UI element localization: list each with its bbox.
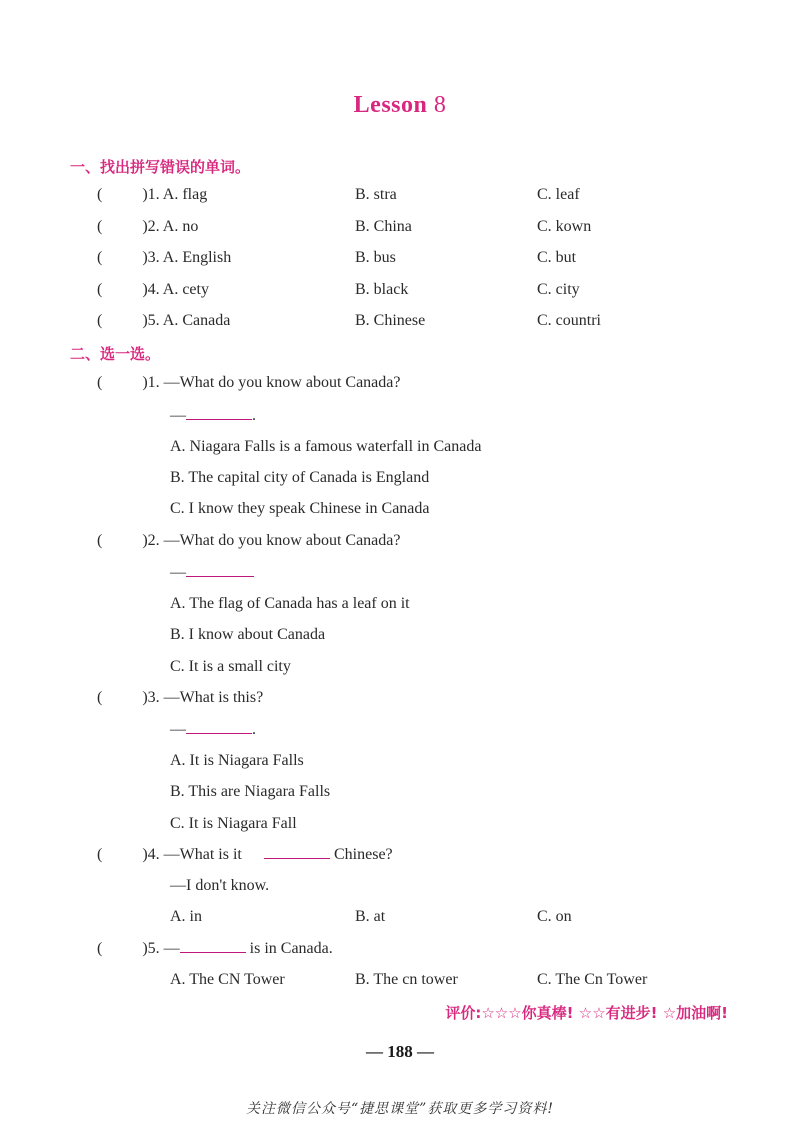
s2-q2-option-a: A. The flag of Canada has a leaf on it <box>170 595 410 612</box>
option-c: C. kown <box>537 218 592 235</box>
title-word: Lesson <box>353 92 428 118</box>
answer-paren[interactable]: ( )1. A. flag <box>97 186 208 203</box>
s2-q3-answer-line: — . <box>170 721 256 738</box>
s2-q1-option-b: B. The capital city of Canada is England <box>170 469 430 486</box>
option-a: A. The CN Tower <box>170 971 285 988</box>
option-b: B. bus <box>355 249 396 266</box>
option-c: C. leaf <box>537 186 580 203</box>
option-c: C. on <box>537 908 572 925</box>
title-number: 8 <box>433 92 447 118</box>
s1-question-3 <box>0 247 800 269</box>
option-c: C. countri <box>537 312 601 329</box>
s2-q1-option-a: A. Niagara Falls is a famous waterfall in Canada <box>170 438 482 455</box>
s2-question-3 <box>0 687 800 709</box>
option-a: A. in <box>170 908 202 925</box>
s2-question-2 <box>0 530 800 552</box>
s2-q2-option-c: C. It is a small city <box>170 658 291 675</box>
s2-q2-answer-line: — <box>0 562 800 584</box>
answer-blank[interactable] <box>186 719 252 734</box>
option-c: C. The Cn Tower <box>537 971 648 988</box>
option-c: C. city <box>537 281 580 298</box>
s2-question-4: ( )4. —What is it Chinese? <box>0 844 800 866</box>
s2-q2-option-b: B. I know about Canada <box>170 626 326 643</box>
s2-q4-reply: —I don't know. <box>170 877 270 894</box>
s2-q5-options <box>0 969 800 991</box>
s2-q3-option-b: B. This are Niagara Falls <box>170 783 331 800</box>
option-b: B. China <box>355 218 412 235</box>
option-b: B. The cn tower <box>355 971 458 988</box>
page-number: — 188 — <box>366 1042 434 1061</box>
answer-paren[interactable]: ( )4. A. cety <box>97 281 209 298</box>
s2-q3-option-c: C. It is Niagara Fall <box>170 815 297 832</box>
page-title <box>0 92 800 119</box>
s2-question-1 <box>0 372 800 394</box>
answer-blank[interactable] <box>186 405 252 420</box>
footer-note: 关注微信公众号“捷思课堂”获取更多学习资料! <box>246 1101 554 1117</box>
s1-question-5 <box>0 310 800 332</box>
answer-paren[interactable]: ( )5. A. Canada <box>97 312 231 329</box>
s1-question-1 <box>0 184 800 206</box>
answer-paren[interactable]: ( )3. —What is this? <box>97 689 264 706</box>
option-b: B. at <box>355 908 386 925</box>
option-b: B. stra <box>355 186 397 203</box>
s2-q1-answer-line: — . <box>170 407 256 424</box>
answer-blank[interactable] <box>264 844 330 859</box>
option-c: C. but <box>537 249 577 266</box>
answer-blank[interactable] <box>186 562 254 577</box>
option-b: B. black <box>355 281 409 298</box>
option-b: B. Chinese <box>355 312 426 329</box>
answer-paren[interactable]: ( )4. —What is it <box>97 846 242 863</box>
answer-paren[interactable]: ( )5. — is in Canada. <box>97 940 333 957</box>
answer-paren[interactable]: ( )2. A. no <box>97 218 199 235</box>
s2-q4-options <box>0 906 800 928</box>
section2-heading: 二、选一选。 <box>70 345 161 363</box>
s1-question-2 <box>0 216 800 238</box>
evaluation-line: 评价:☆☆☆你真棒! ☆☆有进步! ☆加油啊! <box>445 1004 728 1022</box>
s2-q1-option-c: C. I know they speak Chinese in Canada <box>170 500 430 517</box>
s2-question-5 <box>0 938 800 960</box>
s2-q3-option-a: A. It is Niagara Falls <box>170 752 304 769</box>
answer-paren[interactable]: ( )2. —What do you know about Canada? <box>97 532 401 549</box>
answer-paren[interactable]: ( )1. —What do you know about Canada? <box>97 374 401 391</box>
answer-paren[interactable]: ( )3. A. English <box>97 249 232 266</box>
answer-blank[interactable] <box>180 938 246 953</box>
section1-heading: 一、找出拼写错误的单词。 <box>70 158 251 176</box>
s1-question-4 <box>0 279 800 301</box>
